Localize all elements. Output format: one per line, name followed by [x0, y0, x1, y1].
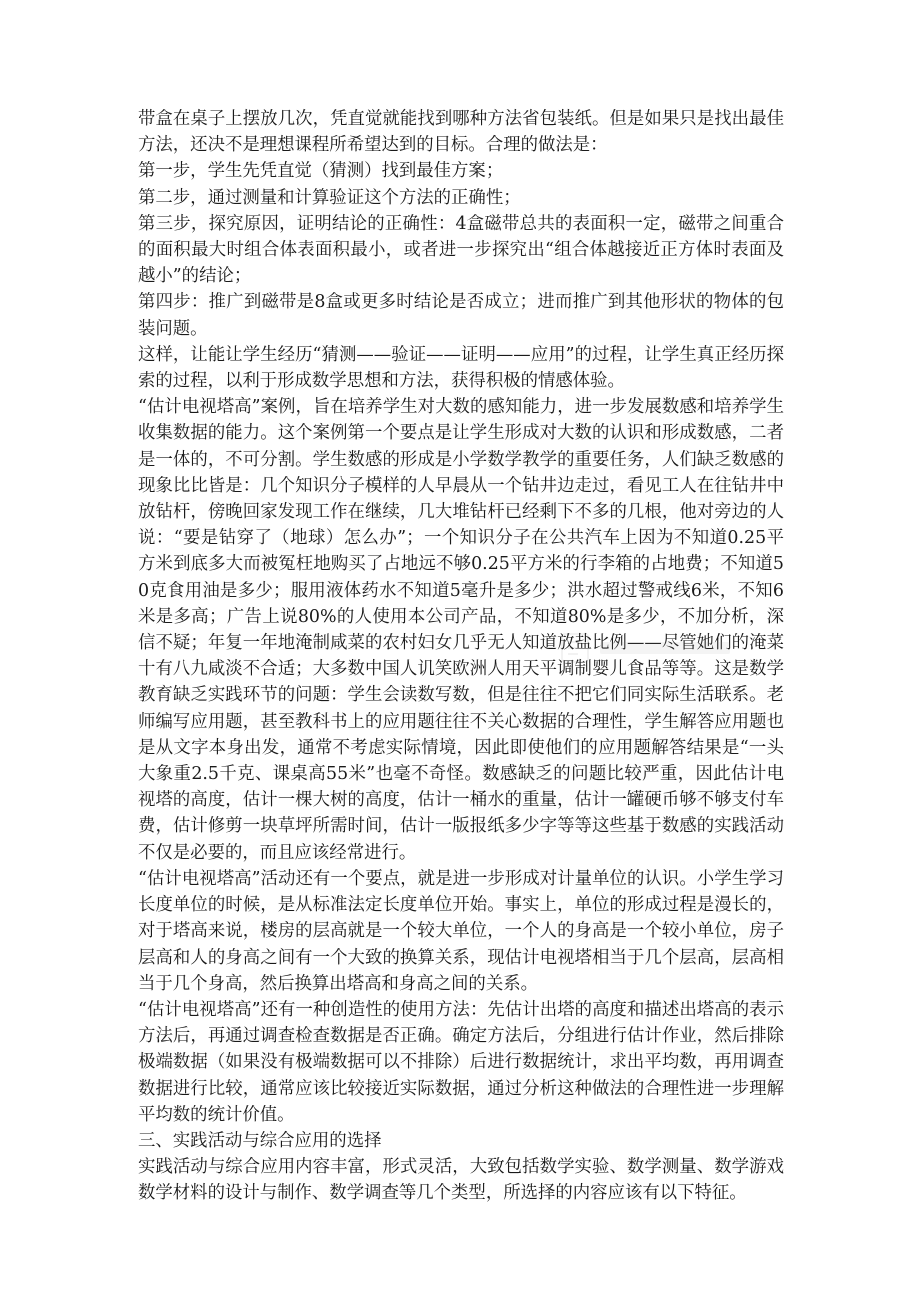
paragraph-step-three: 第三步，探究原因，证明结论的正确性：4盒磁带总共的表面积一定，磁带之间重合的面积最大时组合体表面积最小，或者进一步探究出“组合体越接近正方体时表面及越小”的结论；	[138, 213, 784, 287]
paragraph-tower-case-units: “估计电视塔高”活动还有一个要点，就是进一步形成对计量单位的认识。小学生学习长度单位的时候，是从标准法定长度单位开始。事实上，单位的形成过程是漫长的，对于塔高来说，楼房的层高就是一个较大单位，一个人的身高是一个较小单位，房子层高和人的身高之间有一个大致的换算关系，现估计电视塔相当于几个层高，层高相当于几个身高，然后换算出塔高和身高之间的关系。	[138, 868, 784, 994]
section-heading-selection: 三、实践活动与综合应用的选择	[138, 1130, 382, 1151]
paragraph-packaging-intro: 带盒在桌子上摆放几次，凭直觉就能找到哪种方法省包装纸。但是如果只是找出最佳方法，还决不是理想课程所希望达到的目标。合理的做法是：	[138, 109, 784, 156]
paragraph-tower-case-number-sense: “估计电视塔高”案例，旨在培养学生对大数的感知能力，进一步发展数感和培养学生收集数据的能力。这个案例第一个要点是让学生形成对大数的认识和形成数感，二者是一体的，不可分割。学生数感的形成是小学数学教学的重要任务，人们缺乏数感的现象比比皆是：几个知识分子模样的人早晨从一个钻井边走过，看见工人在往钻井中放钻杆，傍晚回家发现工作在继续，几大堆钻杆已经剩下不多的几根，他对旁边的人说：“要是钻穿了（地球）怎么办”；一个知识分子在公共汽车上因为不知道0.25平方米到底多大而被冤枉地购买了占地远不够0.25平方米的行李箱的占地费；不知道50克食用油是多少；服用液体药水不知道5毫升是多少；洪水超过警戒线6米，不知6米是多高；广告上说80%的人使用本公司产品，不知道80%是多少，不加分析，深信不疑；年复一年地淹制咸菜的农村妇女几乎无人知道放盐比例——尽管她们的淹菜十有八九咸淡不合适；大多数中国人讥笑欧洲人用天平调制婴儿食品等等。这是数学教育缺乏实践环节的问题：学生会读数写数，但是往往不把它们同实际生活联系。老师编写应用题，甚至教科书上的应用题往往不关心数据的合理性，学生解答应用题也是从文字本身出发，通常不考虑实际情境，因此即使他们的应用题解答结果是“一头大象重2.5千克、课桌高55米”也毫不奇怪。数感缺乏的问题比较严重，因此估计电视塔的高度，估计一棵大树的高度，估计一桶水的重量，估计一罐硬币够不够支付车费，估计修剪一块草坪所需时间，估计一版报纸多少字等等这些基于数感的实践活动不仅是必要的，而且应该经常进行。	[138, 397, 784, 863]
paragraph-process-summary: 这样，让能让学生经历“猜测——验证——证明——应用”的过程，让学生真正经历探索的过程，以利于形成数学思想和方法，获得积极的情感体验。	[138, 344, 784, 392]
document-body	[138, 106, 784, 1207]
paragraph-step-four: 第四步：推广到磁带是8盒或更多时结论是否成立；进而推广到其他形状的物体的包装问题。	[138, 292, 784, 339]
paragraph-step-two: 第二步，通过测量和计算验证这个方法的正确性；	[138, 187, 521, 208]
paragraph-selection-intro: 实践活动与综合应用内容丰富，形式灵活，大致包括数学实验、数学测量、数学游戏数学材料的设计与制作、数学调查等几个类型，所选择的内容应该有以下特征。	[138, 1157, 784, 1204]
paragraph-step-one: 第一步，学生先凭直觉（猜测）找到最佳方案；	[138, 161, 504, 182]
paragraph-tower-case-creative-use: “估计电视塔高”还有一种创造性的使用方法：先估计出塔的高度和描述出塔高的表示方法后，再通过调查检查数据是否正确。确定方法后，分组进行估计作业，然后排除极端数据（如果没有极端数据可以不排除）后进行数据统计，求出平均数，再用调查数据进行比较，通常应该比较接近实际数据，通过分析这种做法的合理性进一步理解平均数的统计价值。	[138, 999, 784, 1125]
